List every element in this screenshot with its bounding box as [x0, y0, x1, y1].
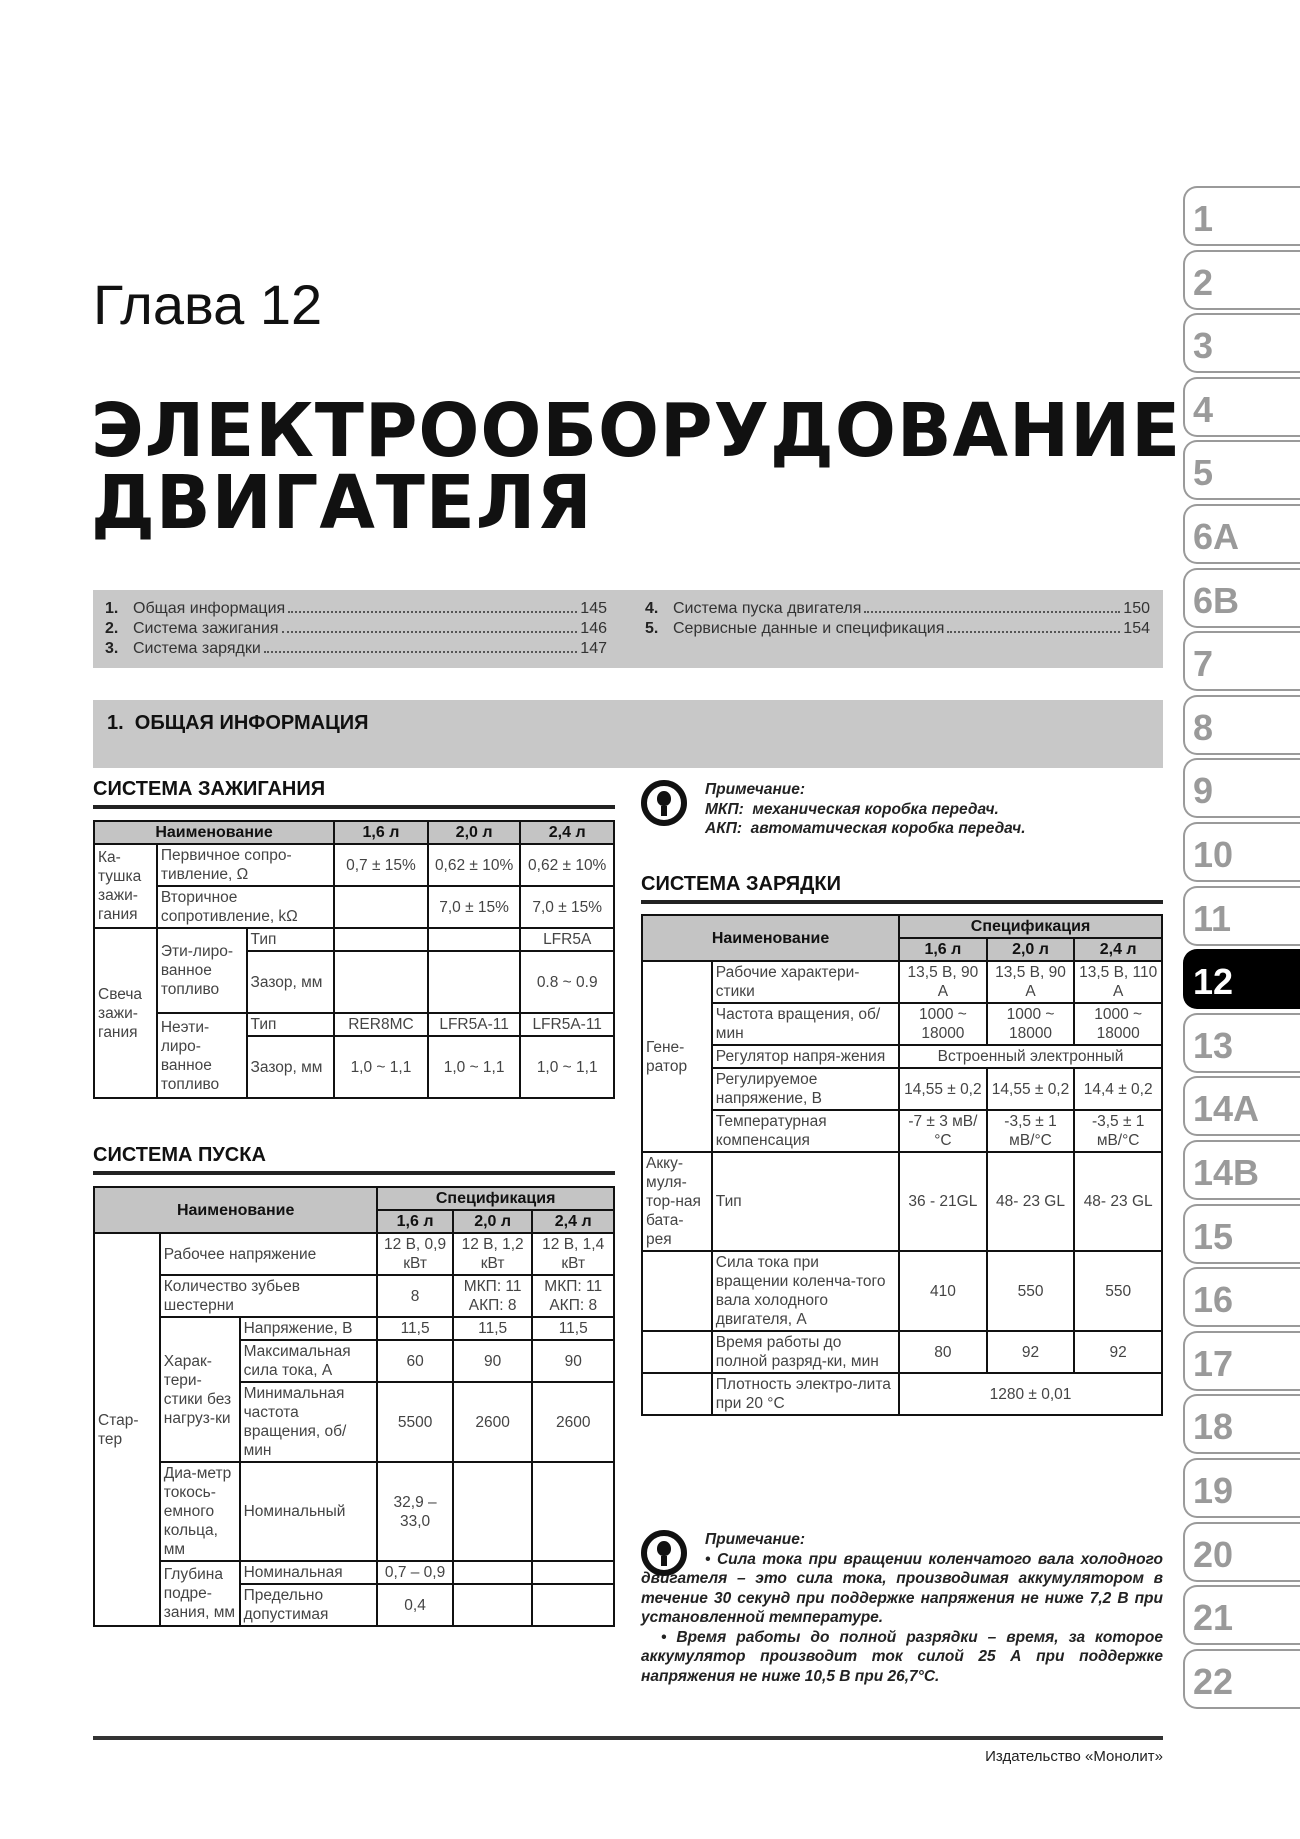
chapter-tab-4[interactable] — [1183, 377, 1300, 437]
tab-label: 20 — [1193, 1533, 1234, 1575]
chapter-tab-14b[interactable] — [1183, 1140, 1300, 1200]
cell-value — [428, 951, 521, 1013]
chapter-tab-21[interactable] — [1183, 1585, 1300, 1645]
note-title: Примечание: — [705, 1531, 806, 1548]
cell-value: 8 — [377, 1275, 453, 1317]
tab-label: 9 — [1193, 770, 1214, 812]
toc-num: 1. — [105, 600, 119, 617]
empty-cell — [642, 1373, 712, 1415]
table-row — [94, 844, 614, 886]
table-row — [642, 961, 1162, 1003]
cell-value: Встроенный электронный — [899, 1045, 1162, 1068]
chapter-tab-13[interactable] — [1183, 1013, 1300, 1073]
chapter-tab-10[interactable] — [1183, 822, 1300, 882]
cell-value: 0.8 ~ 0.9 — [520, 951, 614, 1013]
chapter-tab-16[interactable] — [1183, 1267, 1300, 1327]
cell-value: 11,5 — [453, 1317, 533, 1340]
chapter-tab-14a[interactable] — [1183, 1076, 1300, 1136]
cell-value: 410 — [899, 1251, 987, 1331]
chapter-tab-12[interactable] — [1183, 949, 1300, 1009]
tab-label: 18 — [1193, 1406, 1234, 1448]
toc-label: Система зажигания — [133, 620, 279, 637]
tab-label: 19 — [1193, 1470, 1234, 1511]
chapter-tab-18[interactable] — [1183, 1394, 1300, 1454]
cell-value: 0,4 — [377, 1584, 453, 1626]
col-header-20: 2,0 л — [453, 1210, 533, 1233]
chapter-tab-3[interactable] — [1183, 313, 1300, 373]
chapter-tab-19[interactable] — [1183, 1458, 1300, 1518]
col-header-24: 2,4 л — [532, 1210, 614, 1233]
row-subgroup-label: Диа-метр токось-емного кольца, мм — [160, 1462, 240, 1561]
cell-value: 48- 23 GL — [987, 1152, 1075, 1251]
note-box — [641, 1530, 1163, 1686]
cell-value: 14,55 ± 0,2 — [899, 1068, 987, 1110]
cell-value: LFR5A — [520, 928, 614, 951]
note-title: Примечание: — [705, 781, 806, 798]
row-label: Рабочие характери-стики — [712, 961, 899, 1003]
chapter-tab-7[interactable] — [1183, 631, 1300, 691]
cell-value: 7,0 ± 15% — [428, 886, 521, 928]
row-group-label: Свеча зажи-гания — [94, 928, 157, 1098]
cell-value: 13,5 В, 110 А — [1074, 961, 1162, 1003]
cell-value — [334, 928, 428, 951]
col-header-spec: Спецификация — [377, 1187, 614, 1210]
toc-label: Система пуска двигателя — [673, 600, 862, 617]
tab-label: 6A — [1193, 516, 1240, 557]
row-label: Зазор, мм — [247, 951, 335, 1013]
cell-value: 1000 ~ 18000 — [1074, 1003, 1162, 1045]
toc-num: 4. — [645, 600, 659, 617]
table-row — [94, 886, 614, 928]
table-row — [642, 1152, 1162, 1251]
table-row — [642, 1110, 1162, 1152]
cell-value: 90 — [532, 1340, 614, 1382]
cell-value — [334, 951, 428, 1013]
toc-page: 145 — [580, 600, 607, 617]
row-label: Частота вращения, об/мин — [712, 1003, 899, 1045]
tab-label: 10 — [1193, 834, 1234, 875]
cell-value: 12 В, 1,2 кВт — [453, 1233, 533, 1275]
cell-value: 12 В, 1,4 кВт — [532, 1233, 614, 1275]
title-line-1: ЭЛЕКТРООБОРУДОВАНИЕ — [91, 388, 1182, 474]
tab-label: 8 — [1193, 706, 1214, 748]
toc-label: Система зарядки — [133, 640, 261, 657]
tab-label: 5 — [1193, 452, 1214, 494]
table-row — [642, 1373, 1162, 1415]
chapter-tab-2[interactable] — [1183, 250, 1300, 310]
cell-value: 80 — [899, 1331, 987, 1373]
col-header-spec: Спецификация — [899, 915, 1162, 938]
row-label: Рабочее напряжение — [160, 1233, 378, 1275]
cell-value — [453, 1462, 533, 1561]
col-header-20: 2,0 л — [987, 938, 1075, 961]
col-header-16: 1,6 л — [377, 1210, 453, 1233]
tab-label: 22 — [1193, 1660, 1234, 1702]
chapter-tab-1[interactable] — [1183, 186, 1300, 246]
chapter-tab-11[interactable] — [1183, 886, 1300, 946]
page-title — [91, 388, 1182, 546]
cell-value: 12 В, 0,9 кВт — [377, 1233, 453, 1275]
row-label: Тип — [247, 1013, 335, 1036]
cell-value: 92 — [987, 1331, 1075, 1373]
toc-leader — [864, 611, 1120, 613]
chapter-tab-20[interactable] — [1183, 1522, 1300, 1582]
table-header-row — [94, 1187, 614, 1210]
table-row — [642, 1045, 1162, 1068]
toc-leader — [288, 611, 577, 613]
chapter-tab-15[interactable] — [1183, 1204, 1300, 1264]
cell-value: -3,5 ± 1 мВ/°С — [987, 1110, 1075, 1152]
row-label: Первичное сопро-тивление, Ω — [157, 844, 334, 886]
col-header-name: Наименование — [94, 821, 334, 844]
table-row — [642, 1068, 1162, 1110]
row-group-label: Ка-тушка зажи-гания — [94, 844, 157, 928]
row-label: Плотность электро-лита при 20 °С — [712, 1373, 899, 1415]
starting-table — [93, 1186, 615, 1627]
cell-value: 550 — [1074, 1251, 1162, 1331]
tab-label: 1 — [1193, 198, 1214, 239]
table-row — [642, 1331, 1162, 1373]
chapter-tab-5[interactable] — [1183, 440, 1300, 500]
cell-value: 550 — [987, 1251, 1075, 1331]
row-label: Регулятор напря-жения — [712, 1045, 899, 1068]
chapter-tab-6b[interactable] — [1183, 568, 1300, 628]
table-row — [94, 928, 614, 951]
toc-page: 150 — [1123, 600, 1150, 617]
toc-item[interactable] — [105, 640, 607, 660]
table-row — [94, 1561, 614, 1584]
chapter-tab-17[interactable] — [1183, 1331, 1300, 1391]
chapter-label: Глава 12 — [93, 273, 323, 336]
toc-label: Сервисные данные и спецификация — [673, 620, 945, 637]
tab-label: 16 — [1193, 1279, 1234, 1321]
table-header-row — [94, 821, 614, 844]
tab-label: 6B — [1193, 579, 1240, 621]
row-label: Номинальный — [240, 1462, 378, 1561]
cell-value: 13,5 В, 90 А — [899, 961, 987, 1003]
chapter-tab-6a[interactable] — [1183, 504, 1300, 564]
row-label: Время работы до полной разряд-ки, мин — [712, 1331, 899, 1373]
cell-value: 1280 ± 0,01 — [899, 1373, 1162, 1415]
row-label: Количество зубьев шестерни — [160, 1275, 378, 1317]
toc-item[interactable] — [105, 620, 607, 640]
row-label: Минимальная частота вращения, об/мин — [240, 1382, 378, 1462]
row-subgroup-label: Неэти-лиро-ванное топливо — [157, 1013, 247, 1098]
row-label: Зазор, мм — [247, 1036, 335, 1098]
table-row — [94, 1462, 614, 1561]
cell-value — [532, 1584, 614, 1626]
toc-item[interactable] — [105, 600, 607, 620]
cell-value: 32,9 – 33,0 — [377, 1462, 453, 1561]
tab-label: 11 — [1193, 897, 1232, 939]
cell-value: 48- 23 GL — [1074, 1152, 1162, 1251]
tab-label: 4 — [1193, 388, 1214, 430]
cell-value — [334, 886, 428, 928]
cell-value — [532, 1462, 614, 1561]
cell-value: МКП: 11 АКП: 8 — [453, 1275, 533, 1317]
note-line: АКП: автоматическая коробка передач. — [705, 820, 1026, 837]
note-box — [641, 780, 1161, 839]
table-row — [94, 1275, 614, 1317]
cell-value: 11,5 — [377, 1317, 453, 1340]
charging-table — [641, 914, 1163, 1416]
cell-value: 0,62 ± 10% — [520, 844, 614, 886]
row-label: Предельно допустимая — [240, 1584, 378, 1626]
cell-value: 1000 ~ 18000 — [899, 1003, 987, 1045]
col-header-16: 1,6 л — [334, 821, 428, 844]
cell-value: 13,5 В, 90 А — [987, 961, 1075, 1003]
cell-value: 7,0 ± 15% — [520, 886, 614, 928]
cell-value: 1,0 ~ 1,1 — [428, 1036, 521, 1098]
empty-cell — [642, 1251, 712, 1331]
lightbulb-note-icon — [641, 1530, 687, 1576]
toc-num: 2. — [105, 620, 119, 637]
cell-value: 0,62 ± 10% — [428, 844, 521, 886]
cell-value — [453, 1561, 533, 1584]
cell-value: 0,7 ± 15% — [334, 844, 428, 886]
cell-value: 2600 — [532, 1382, 614, 1462]
ignition-table — [93, 820, 615, 1099]
cell-value: 11,5 — [532, 1317, 614, 1340]
ignition-heading: СИСТЕМА ЗАЖИГАНИЯ — [93, 778, 615, 809]
row-group-label: Стар-тер — [94, 1233, 160, 1626]
cell-value: RER8MC — [334, 1013, 428, 1036]
cell-value: 1,0 ~ 1,1 — [334, 1036, 428, 1098]
table-header-row — [642, 915, 1162, 938]
note-bullet: • Сила тока при вращении коленчатого вала холодного двигателя – это сила тока, производимая аккумулятором в течение 30 секунд при поддержке напряжения не ниже 7,2 В при установленной температуре. — [641, 1550, 1163, 1626]
cell-value: 0,7 – 0,9 — [377, 1561, 453, 1584]
cell-value: 2600 — [453, 1382, 533, 1462]
row-subgroup-label: Эти-лиро-ванное топливо — [157, 928, 247, 1013]
cell-value: 5500 — [377, 1382, 453, 1462]
tab-label: 7 — [1193, 643, 1214, 685]
cell-value: 1,0 ~ 1,1 — [520, 1036, 614, 1098]
chapter-tab-22[interactable] — [1183, 1649, 1300, 1709]
col-header-name: Наименование — [642, 915, 899, 961]
cell-value: МКП: 11 АКП: 8 — [532, 1275, 614, 1317]
cell-value: 92 — [1074, 1331, 1162, 1373]
cell-value: LFR5A-11 — [520, 1013, 614, 1036]
toc-num: 3. — [105, 640, 119, 657]
col-header-24: 2,4 л — [520, 821, 614, 844]
cell-value: 60 — [377, 1340, 453, 1382]
row-label: Максимальная сила тока, А — [240, 1340, 378, 1382]
cell-value: 36 - 21GL — [899, 1152, 987, 1251]
row-label: Вторичное сопротивление, kΩ — [157, 886, 334, 928]
col-header-16: 1,6 л — [899, 938, 987, 961]
tab-label: 17 — [1193, 1342, 1234, 1384]
cell-value: -3,5 ± 1 мВ/°С — [1074, 1110, 1162, 1152]
starting-heading: СИСТЕМА ПУСКА — [93, 1144, 615, 1175]
toc-leader — [282, 631, 578, 633]
toc-page: 146 — [580, 620, 607, 637]
col-header-24: 2,4 л — [1074, 938, 1162, 961]
toc-leader — [264, 651, 578, 653]
charging-heading: СИСТЕМА ЗАРЯДКИ — [641, 873, 1163, 904]
section-title: 1. ОБЩАЯ ИНФОРМАЦИЯ — [107, 712, 369, 734]
row-label: Сила тока при вращении коленча-того вала холодного двигателя, А — [712, 1251, 899, 1331]
table-row — [94, 1013, 614, 1036]
toc-page: 147 — [580, 640, 607, 657]
table-row — [642, 1003, 1162, 1045]
row-label: Температурная компенсация — [712, 1110, 899, 1152]
tab-label: 2 — [1193, 261, 1214, 303]
cell-value: 14,55 ± 0,2 — [987, 1068, 1075, 1110]
tab-label: 3 — [1193, 325, 1214, 367]
tab-label: 14B — [1193, 1152, 1260, 1193]
row-label: Номинальная — [240, 1561, 378, 1584]
toc-item[interactable] — [645, 600, 1150, 620]
tab-label: 15 — [1193, 1215, 1234, 1257]
toc-right-column — [645, 600, 1150, 640]
toc-item[interactable] — [645, 620, 1150, 640]
tab-label: 21 — [1193, 1597, 1234, 1639]
row-label: Напряжение, В — [240, 1317, 378, 1340]
empty-cell — [642, 1331, 712, 1373]
table-row — [94, 1317, 614, 1340]
lightbulb-note-icon — [641, 780, 687, 826]
cell-value: 14,4 ± 0,2 — [1074, 1068, 1162, 1110]
row-label: Тип — [712, 1152, 899, 1251]
cell-value — [428, 928, 521, 951]
cell-value — [532, 1561, 614, 1584]
title-line-2: ДВИГАТЕЛЯ — [91, 460, 593, 546]
table-row — [642, 1251, 1162, 1331]
table-row — [94, 1233, 614, 1275]
section-band — [93, 700, 1163, 768]
cell-value: 1000 ~ 18000 — [987, 1003, 1075, 1045]
row-subgroup-label: Харак-тери-стики без нагруз-ки — [160, 1317, 240, 1462]
toc-left-column — [105, 600, 607, 660]
cell-value — [453, 1584, 533, 1626]
publisher-label: Издательство «Монолит» — [985, 1748, 1163, 1765]
col-header-20: 2,0 л — [428, 821, 521, 844]
toc-page: 154 — [1123, 620, 1150, 637]
toc-num: 5. — [645, 620, 659, 637]
tab-label: 13 — [1193, 1024, 1234, 1066]
row-group-label: Гене-ратор — [642, 961, 712, 1152]
toc-label: Общая информация — [133, 600, 286, 617]
note-line: МКП: механическая коробка передач. — [705, 800, 999, 818]
tab-label: 14A — [1193, 1088, 1260, 1130]
cell-value: 90 — [453, 1340, 533, 1382]
footer-divider — [93, 1736, 1163, 1740]
cell-value: -7 ± 3 мВ/°С — [899, 1110, 987, 1152]
row-label: Тип — [247, 928, 335, 951]
chapter-tab-8[interactable] — [1183, 695, 1300, 755]
col-header-name: Наименование — [94, 1187, 377, 1233]
tab-label: 12 — [1193, 961, 1234, 1003]
note-bullet: • Время работы до полной разрядки – время, за которое аккумулятор производит ток силой 25 А при поддержке напряжения не ниже 10,5 В при 26,7°С. — [641, 1628, 1163, 1685]
chapter-toc — [93, 590, 1163, 668]
row-label: Регулируемое напряжение, В — [712, 1068, 899, 1110]
toc-leader — [947, 631, 1120, 633]
cell-value: LFR5A-11 — [428, 1013, 521, 1036]
row-group-label: Акку-муля-тор-ная бата-рея — [642, 1152, 712, 1251]
row-subgroup-label: Глубина подре-зания, мм — [160, 1561, 240, 1626]
chapter-tab-9[interactable] — [1183, 758, 1300, 818]
